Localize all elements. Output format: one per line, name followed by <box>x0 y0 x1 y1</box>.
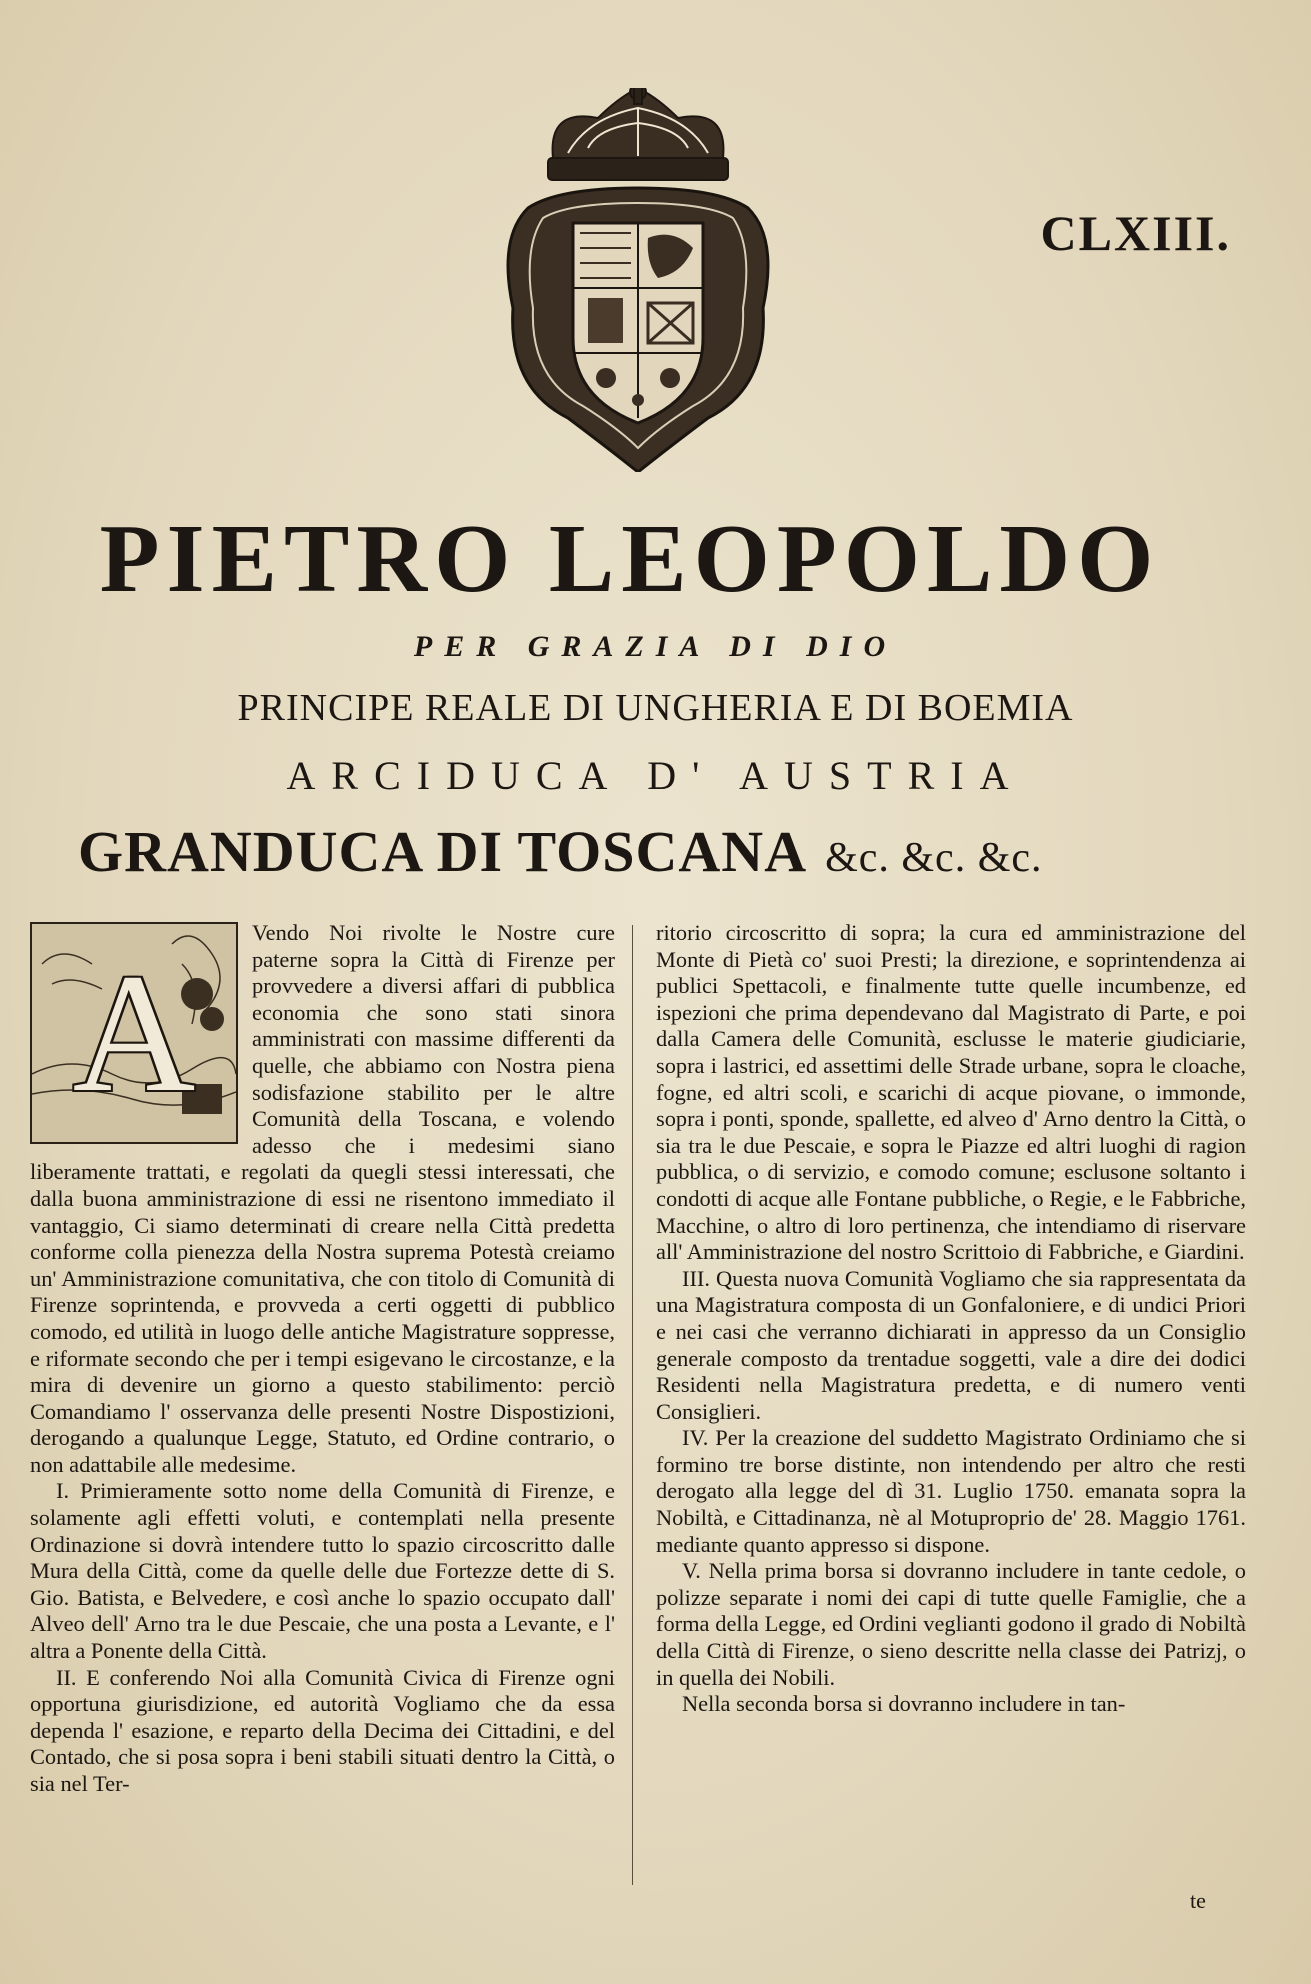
initial-letter: A <box>72 938 196 1127</box>
left-column <box>30 920 615 1798</box>
coat-of-arms-icon <box>488 88 788 472</box>
title-line-grazia: PER GRAZIA DI DIO <box>413 630 898 663</box>
intro-paragraph: Vendo Noi rivolte le Nostre cure paterne sopra la Città di Firenze per provvedere a diversi affari di pubblica economia che sono stati sinora amministrati con massime differenti da quelle, che abbiamo con Nostra piena sodisfazione stabilito per le altre Comunità della Toscana, e volendo adesso che i medesimi siano liberamente trattati, e regolati da quegli stessi interessati, che dalla buona amministrazione di essi ne risentono immediato il vantaggio, Ci siamo determinati di creare nella Città predetta conforme colla pienezza della Nostra suprema Potestà creiamo un' Amministrazione comunitativa, che con titolo di Comunità di Firenze soprintenda, e provveda a certi oggetti di pubblico comodo, ed utilità in luogo delle antiche Magistrature soppresse, e riformate secondo che per i tempi esigevano le circostanze, e la mira di devenire un giorno a questo stabilimento: perciò Comandiamo l' osservanza delle presenti Nostre Dispostizioni, derogando a qualunque Legge, Statuto, ed Ordine contrario, o non adattabile alle medesime. <box>30 920 615 1477</box>
right-column <box>656 920 1246 1718</box>
title-line-granduca <box>78 818 1238 885</box>
etc-text: &c. &c. &c. <box>825 835 1043 881</box>
article-5-second-purse: Nella seconda borsa si dovranno includere in tan- <box>682 1691 1126 1717</box>
catchword: te <box>1190 1888 1206 1913</box>
article-4: IV. Per la creazione del suddetto Magistrato Ordiniamo che si formino tre borse distinte, non intendendo per altro che resti derogato alla legge del dì 31. Luglio 1750. emanata sopra la Nobiltà, e Cittadinanza, nè al Motuproprio de' 28. Maggio 1761. mediante quanto appresso si dispone. <box>656 1425 1246 1557</box>
decorated-initial <box>30 922 238 1144</box>
page-number: CLXIII. <box>1040 205 1231 261</box>
title-line-principe: PRINCIPE REALE DI UNGHERIA E DI BOEMIA <box>237 687 1074 729</box>
article-2: II. E conferendo Noi alla Comunità Civica di Firenze ogni opportuna giurisdizione, ed autorità Vogliamo che da essa dependa l' esazione, e reparto della Decima dei Cittadini, e del Contado, che si posa sopra i beni stabili situati dentro la Città, o sia nel Ter- <box>30 1664 615 1796</box>
article-2-continued: ritorio circoscritto di sopra; la cura ed amministrazione del Monte di Pietà co' suoi Presti; la direzione, e soprintendenza ai publici Spettacoli, e finalmente tutte quelle incumbenze, ed ispezioni che prima dependevano dal Magistrato di Parte, e poi dalla Camera delle Comunità, esclusse le materie giudiciarie, sopra i lastrici, ed assettimi delle Strade urbane, sopra le cloache, fogne, ed altri scoli, e scarichi di acque piovane, o immonde, sopra i ponti, sponde, spallette, ed alveo d' Arno dentro la Città, o sia tra le due Pescaie, e sopra le Piazze ed altri luoghi di ragion pubblica, o di servizio, e comodo comune; esclusone soltanto i condotti di acque alle Fontane pubbliche, o Regie, e le Fabbriche, Macchine, o altro di loro pertinenza, che intendiamo di riservare all' Amministrazione del nostro Scrittoio di Fabbriche, e Giardini. <box>656 920 1246 1265</box>
column-divider <box>632 925 633 1885</box>
article-5: V. Nella prima borsa si dovranno includere in tante cedole, o polizze separate i nomi dei capi di tutte quelle Famiglie, che a forma della Legge, ed Ordini veglianti godono il grado di Nobiltà della Città di Firenze, o sieno descritte nella classe dei Patrizj, o in quella dei Nobili. <box>656 1558 1246 1690</box>
article-1: I. Primieramente sotto nome della Comunità di Firenze, e solamente agli effetti voluti, e contemplati nella presente Ordinazione si dovrà intendere tutto lo spazio circoscritto dalle Mura della Città, come da quelle delle due Fortezze dette di S. Gio. Batista, e Belvedere, e così anche lo spazio occupato dall' Alveo dell' Arno tra le due Pescaie, che una posta a Levante, e l' altra a Ponente della Città. <box>30 1478 615 1664</box>
title-line-arciduca: ARCIDUCA D' AUSTRIA <box>286 753 1025 798</box>
article-3: III. Questa nuova Comunità Vogliamo che sia rappresentata da una Magistratura composta di un Gonfaloniere, e di undici Priori e nei casi che verranno dichiarati in appresso da un Consiglio generale composto da trentadue soggetti, vale a dire dei dodici Residenti nella Magistratura predetta, e di numero venti Consiglieri. <box>656 1265 1246 1424</box>
document-title: PIETRO LEOPOLDO <box>99 505 1161 613</box>
granduca-text: GRANDUCA DI TOSCANA <box>78 819 808 884</box>
